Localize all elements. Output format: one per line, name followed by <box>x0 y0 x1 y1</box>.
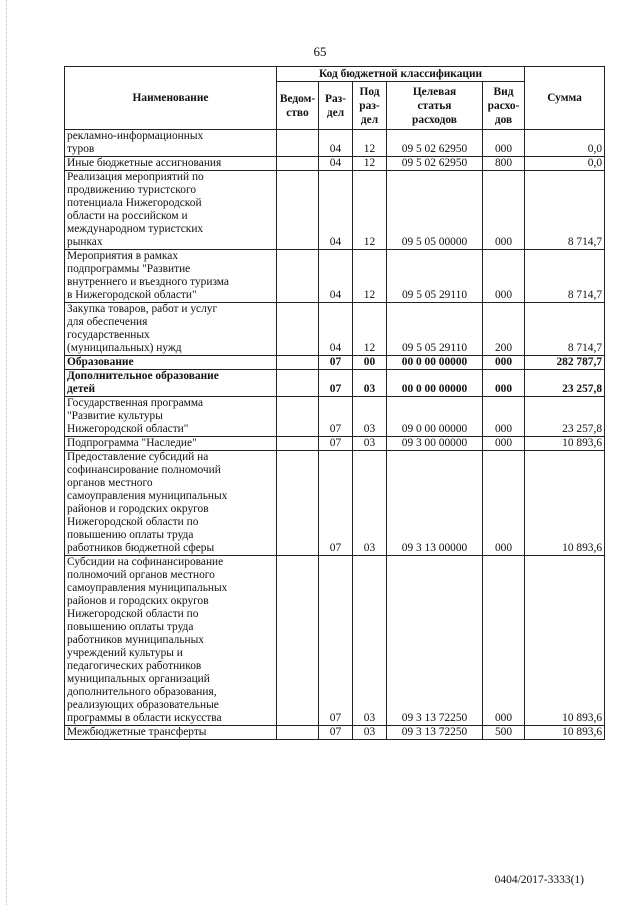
cell-podrazdel: 12 <box>353 130 387 157</box>
cell-podrazdel: 00 <box>353 356 387 370</box>
cell-name: Межбюджетные трансферты <box>65 726 277 740</box>
page-number: 65 <box>313 44 327 59</box>
cell-vid: 000 <box>483 451 525 556</box>
budget-table <box>64 66 605 740</box>
cell-summa: 8 714,7 <box>525 250 605 303</box>
scan-edge-line <box>6 0 8 905</box>
cell-name: Государственная программа "Развитие культуры Нижегородской области" <box>65 397 277 437</box>
table-row <box>65 726 605 740</box>
cell-statya: 09 5 02 62950 <box>387 157 483 171</box>
cell-razdel: 04 <box>319 130 353 157</box>
table-row <box>65 356 605 370</box>
cell-vedomstvo <box>277 556 319 726</box>
cell-vid: 000 <box>483 437 525 451</box>
cell-razdel: 07 <box>319 356 353 370</box>
cell-vid: 000 <box>483 370 525 397</box>
header-razdel: Раз- дел <box>319 82 353 130</box>
cell-razdel: 07 <box>319 726 353 740</box>
cell-name: Подпрограмма "Наследие" <box>65 437 277 451</box>
cell-vedomstvo <box>277 356 319 370</box>
cell-summa: 10 893,6 <box>525 437 605 451</box>
cell-razdel: 07 <box>319 370 353 397</box>
cell-name: Закупка товаров, работ и услуг для обеспечения государственных (муниципальных) нужд <box>65 303 277 356</box>
cell-vedomstvo <box>277 250 319 303</box>
table-row <box>65 130 605 157</box>
cell-podrazdel: 03 <box>353 437 387 451</box>
cell-name: Мероприятия в рамках подпрограммы "Развитие внутреннего и въездного туризма в Нижегородской области" <box>65 250 277 303</box>
table-row <box>65 556 605 726</box>
cell-statya: 09 5 05 00000 <box>387 171 483 250</box>
header-vid: Вид расхо- дов <box>483 82 525 130</box>
cell-podrazdel: 03 <box>353 397 387 437</box>
cell-vedomstvo <box>277 171 319 250</box>
cell-razdel: 04 <box>319 303 353 356</box>
cell-summa: 0,0 <box>525 157 605 171</box>
table-row <box>65 397 605 437</box>
cell-name: Предоставление субсидий на софинансирование полномочий органов местного самоуправления муниципальных районов и городских округов Нижегородской области по повышению оплаты труда работников бюджетной сферы <box>65 451 277 556</box>
cell-podrazdel: 03 <box>353 451 387 556</box>
cell-statya: 09 3 13 72250 <box>387 726 483 740</box>
cell-vedomstvo <box>277 726 319 740</box>
header-vedomstvo: Ведом- ство <box>277 82 319 130</box>
table-row <box>65 250 605 303</box>
cell-statya: 09 3 00 00000 <box>387 437 483 451</box>
cell-name: Образование <box>65 356 277 370</box>
cell-razdel: 07 <box>319 397 353 437</box>
cell-razdel: 07 <box>319 556 353 726</box>
cell-razdel: 04 <box>319 157 353 171</box>
cell-summa: 23 257,8 <box>525 370 605 397</box>
cell-statya: 00 0 00 00000 <box>387 370 483 397</box>
cell-razdel: 04 <box>319 250 353 303</box>
cell-vid: 000 <box>483 356 525 370</box>
header-podrazdel: Под раз- дел <box>353 82 387 130</box>
cell-vedomstvo <box>277 303 319 356</box>
header-statya: Целевая статья расходов <box>387 82 483 130</box>
document-code: 0404/2017-3333(1) <box>494 874 584 886</box>
header-summa: Сумма <box>525 67 605 130</box>
cell-summa: 0,0 <box>525 130 605 157</box>
table-row <box>65 303 605 356</box>
cell-vedomstvo <box>277 370 319 397</box>
table-row <box>65 451 605 556</box>
cell-vid: 000 <box>483 397 525 437</box>
cell-vedomstvo <box>277 451 319 556</box>
cell-name: Дополнительное образование детей <box>65 370 277 397</box>
table-row <box>65 157 605 171</box>
table-row <box>65 370 605 397</box>
cell-statya: 00 0 00 00000 <box>387 356 483 370</box>
cell-podrazdel: 12 <box>353 171 387 250</box>
cell-summa: 8 714,7 <box>525 303 605 356</box>
cell-vedomstvo <box>277 437 319 451</box>
cell-podrazdel: 03 <box>353 726 387 740</box>
cell-vid: 000 <box>483 171 525 250</box>
table-body <box>65 130 605 740</box>
cell-vedomstvo <box>277 397 319 437</box>
header-code-group: Код бюджетной классификации <box>277 67 525 82</box>
cell-summa: 10 893,6 <box>525 556 605 726</box>
header-name: Наименование <box>65 67 277 130</box>
cell-vid: 000 <box>483 250 525 303</box>
cell-podrazdel: 12 <box>353 157 387 171</box>
cell-name: Иные бюджетные ассигнования <box>65 157 277 171</box>
cell-podrazdel: 12 <box>353 250 387 303</box>
cell-summa: 282 787,7 <box>525 356 605 370</box>
cell-podrazdel: 03 <box>353 556 387 726</box>
cell-statya: 09 0 00 00000 <box>387 397 483 437</box>
cell-razdel: 04 <box>319 171 353 250</box>
cell-vid: 000 <box>483 556 525 726</box>
cell-vedomstvo <box>277 157 319 171</box>
cell-name: рекламно-информационных туров <box>65 130 277 157</box>
header-row-top <box>65 67 605 82</box>
cell-summa: 23 257,8 <box>525 397 605 437</box>
cell-vedomstvo <box>277 130 319 157</box>
cell-statya: 09 5 05 29110 <box>387 250 483 303</box>
cell-podrazdel: 12 <box>353 303 387 356</box>
cell-statya: 09 3 13 00000 <box>387 451 483 556</box>
cell-summa: 10 893,6 <box>525 451 605 556</box>
cell-vid: 000 <box>483 130 525 157</box>
table-row <box>65 437 605 451</box>
cell-statya: 09 5 02 62950 <box>387 130 483 157</box>
cell-name: Субсидии на софинансирование полномочий органов местного самоуправления муниципальных районов и городских округов Нижегородской области по повышению оплаты труда работников муниципальных учреждений культуры и педагогических работников муниципальных организаций дополнительного образования, реализующих образовательные программы в области искусства <box>65 556 277 726</box>
cell-summa: 8 714,7 <box>525 171 605 250</box>
cell-statya: 09 3 13 72250 <box>387 556 483 726</box>
cell-name: Реализация мероприятий по продвижению туристского потенциала Нижегородской области на российском и международном туристских рынках <box>65 171 277 250</box>
cell-razdel: 07 <box>319 437 353 451</box>
cell-vid: 200 <box>483 303 525 356</box>
table-row <box>65 171 605 250</box>
cell-vid: 500 <box>483 726 525 740</box>
cell-razdel: 07 <box>319 451 353 556</box>
cell-podrazdel: 03 <box>353 370 387 397</box>
cell-summa: 10 893,6 <box>525 726 605 740</box>
cell-vid: 800 <box>483 157 525 171</box>
cell-statya: 09 5 05 29110 <box>387 303 483 356</box>
